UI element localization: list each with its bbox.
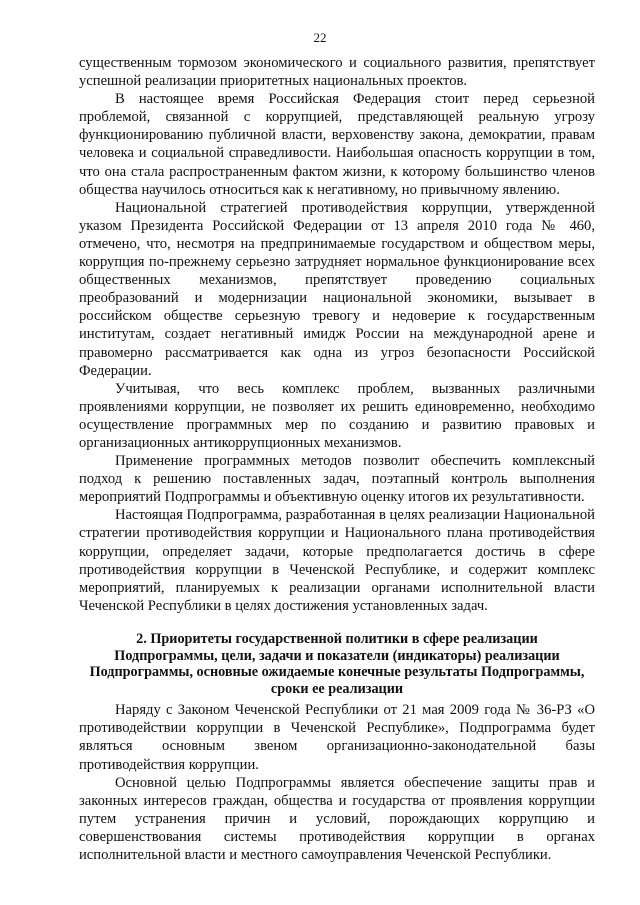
section-heading-line: 2. Приоритеты государственной политики в сфере реализации [136,630,538,647]
page-number: 22 [313,30,327,45]
section-heading-line: Подпрограммы, цели, задачи и показатели (индикаторы) реализации [114,647,560,664]
paragraph-national-strategy: Национальной стратегией противодействия коррупции, утвержденной указом Президента Российской Федерации от 13 апреля 2010 года № 460, отмечено, что, несмотря на предпринимаемые государством и обществом меры, коррупция по-прежнему серьезно затрудняет нормальное функционирование всех общественных механизмов, препятствует проведению социальных преобразований и модернизации национальной экономики, вызывает в российском обществе серьезную тревогу и недоверие к государственным институтам, создает негативный имидж России на международной арене и правомерно рассматривается как одна из угроз безопасности Российской Федерации. [79,199,595,379]
section-heading-line: Подпрограммы, основные ожидаемые конечные результаты Подпрограммы, [89,664,585,681]
paragraph-program-measures: Учитывая, что весь комплекс проблем, вызванных различными проявлениями коррупции, не позволяет их решить единовременно, необходимо осуществление программных мер по созданию и развитию правовых и организационных антикоррупционных механизмов. [79,380,595,451]
paragraph-subprogram-tasks: Настоящая Подпрограмма, разработанная в целях реализации Национальной стратегии противодействия коррупции и Национального плана противодействия коррупции, определяет задачи, которые предполагается достичь в сфере противодействия коррупции в Чеченской Республике, и содержит комплекс мероприятий, планируемых к реализации органами исполнительной власти Чеченской Республики в целях достижения установленных задач. [79,507,595,614]
paragraph-program-methods: Применение программных методов позволит обеспечить комплексный подход к решению поставленных задач, поэтапный контроль выполнения мероприятий Подпрограммы и объективную оценку итогов их результативности. [79,453,595,506]
section-heading [79,631,595,697]
paragraph-regional-law: Наряду с Законом Чеченской Республики от 21 мая 2009 года № 36-РЗ «О противодействии коррупции в Чеченской Республике», Подпрограмма будет являться основным звеном организационно-законодательной базы противодействия коррупции. [79,702,595,773]
paragraph-continuation: существенным тормозом экономического и социального развития, препятствует успешной реализации приоритетных национальных проектов. [79,55,595,90]
paragraph-main-goal: Основной целью Подпрограммы является обеспечение защиты прав и законных интересов граждан, общества и государства от проявления коррупции путем устранения причин и условий, порождающих коррупцию и совершенствования системы противодействия коррупции в органах исполнительной власти и местного самоуправления Чеченской Республики. [79,774,595,864]
paragraph-corruption-threat: В настоящее время Российская Федерация стоит перед серьезной проблемой, связанной с коррупцией, представляющей реальную угрозу функционированию публичной власти, верховенству закона, демократии, правам человека и социальной справедливости. Наибольшая опасность коррупции в том, что она стала распространенным фактом жизни, к которому большинство членов общества научилось относиться как к негативному, но привычному явлению. [79,91,595,198]
section-heading-line: сроки ее реализации [270,680,404,697]
page-content [79,54,595,864]
